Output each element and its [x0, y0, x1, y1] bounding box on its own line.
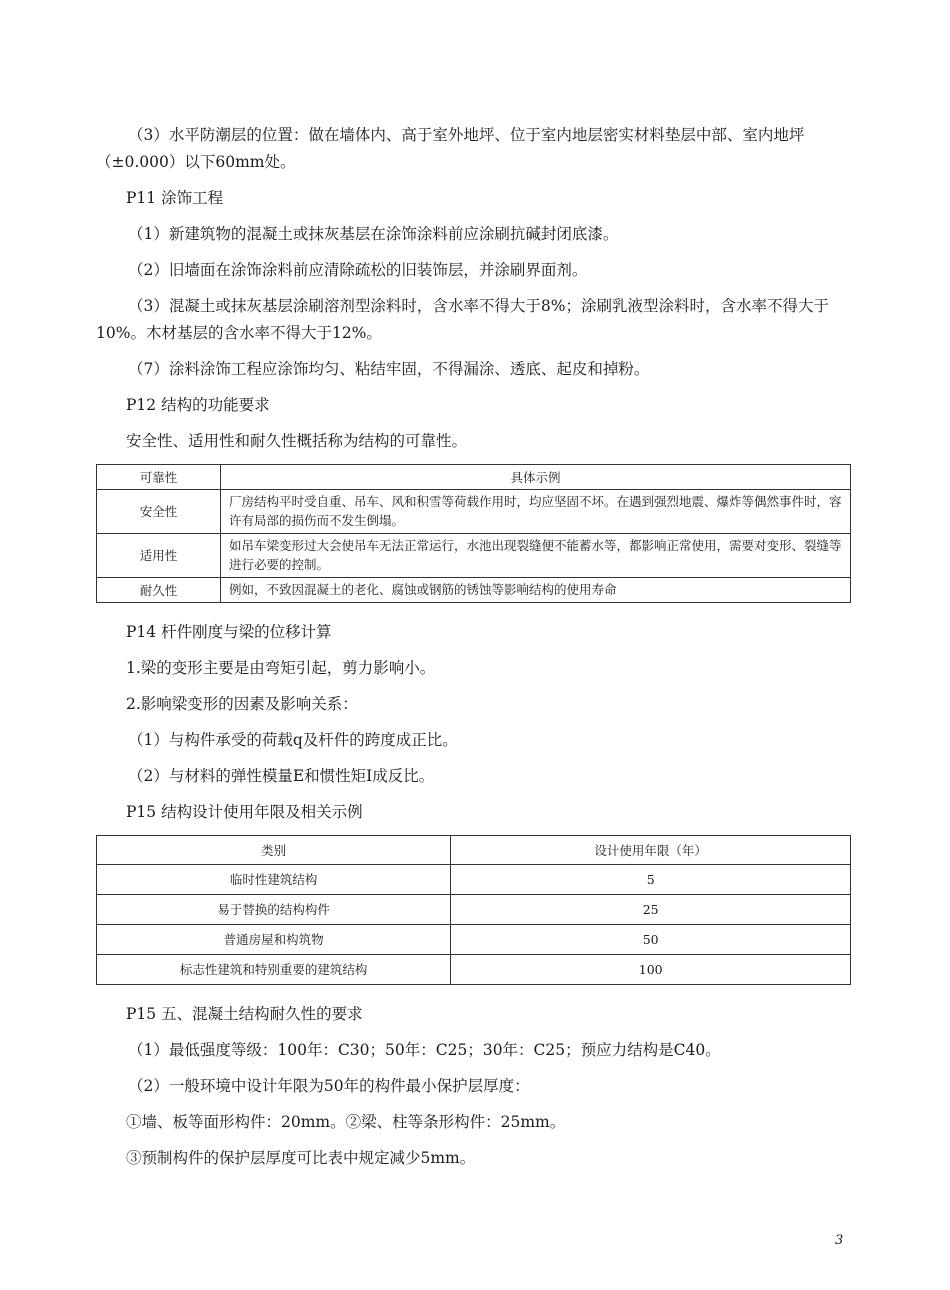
paragraph: 安全性、适用性和耐久性概括称为结构的可靠性。	[126, 432, 468, 450]
table-header-cell: 类别	[97, 836, 451, 865]
table-cell: 50	[451, 925, 851, 955]
table-row	[97, 895, 851, 925]
paragraph: （3）混凝土或抹灰基层涂刷溶剂型涂料时，含水率不得大于8%；涂刷乳液型涂料时，含水率不得大于10%。木材基层的含水率不得大于12%。	[96, 297, 829, 342]
table-cell: 易于替换的结构构件	[97, 895, 451, 925]
table-row	[97, 925, 851, 955]
paragraph: P15 五、混凝土结构耐久性的要求	[126, 1005, 363, 1023]
paragraph: P15 结构设计使用年限及相关示例	[126, 803, 363, 821]
table-row	[97, 534, 851, 578]
reliability-table	[96, 464, 851, 603]
paragraph: （2）一般环境中设计年限为50年的构件最小保护层厚度：	[128, 1077, 530, 1095]
table-key-cell: 耐久性	[97, 578, 221, 603]
paragraph: （1）最低强度等级：100年：C30；50年：C25；30年：C25；预应力结构是C40。	[128, 1041, 721, 1059]
table-value-cell: 例如，不致因混凝土的老化、腐蚀或钢筋的锈蚀等影响结构的使用寿命	[221, 578, 851, 603]
paragraph: （3）水平防潮层的位置：做在墙体内、高于室外地坪、位于室内地层密实材料垫层中部、室内地坪（±0.000）以下60mm处。	[96, 126, 805, 171]
paragraph: （1）与构件承受的荷载q及杆件的跨度成正比。	[128, 731, 458, 749]
table-header-row	[97, 465, 851, 490]
table-value-cell: 如吊车梁变形过大会使吊车无法正常运行，水池出现裂缝便不能蓄水等，都影响正常使用，需要对变形、裂缝等进行必要的控制。	[221, 534, 851, 578]
service-life-table	[96, 835, 851, 985]
paragraph: （2）与材料的弹性模量E和惯性矩I成反比。	[128, 767, 435, 785]
table-row	[97, 490, 851, 534]
paragraph: P12 结构的功能要求	[126, 396, 270, 414]
paragraph: （2）旧墙面在涂饰涂料前应清除疏松的旧装饰层，并涂刷界面剂。	[128, 261, 588, 279]
table-key-cell: 适用性	[97, 534, 221, 578]
paragraph: ③预制构件的保护层厚度可比表中规定减少5mm。	[126, 1149, 476, 1167]
section-bottom	[96, 1001, 851, 1172]
paragraph: （1）新建筑物的混凝土或抹灰基层在涂饰涂料前应涂刷抗碱封闭底漆。	[128, 225, 619, 243]
section-top	[96, 122, 851, 455]
paragraph: ①墙、板等面形构件：20mm。②梁、柱等条形构件：25mm。	[126, 1113, 566, 1131]
table-row	[97, 578, 851, 603]
table-value-cell: 厂房结构平时受自重、吊车、风和积雪等荷载作用时，均应坚固不坏。在遇到强烈地震、爆炸等偶然事件时，容许有局部的损伤而不发生倒塌。	[221, 490, 851, 534]
paragraph: 1.梁的变形主要是由弯矩引起，剪力影响小。	[126, 659, 436, 677]
table-row	[97, 955, 851, 985]
table-cell: 临时性建筑结构	[97, 865, 451, 895]
table-header-cell: 可靠性	[97, 465, 221, 490]
table-header-cell: 具体示例	[221, 465, 851, 490]
section-middle	[96, 619, 851, 826]
table-header-cell: 设计使用年限（年）	[451, 836, 851, 865]
paragraph: P11 涂饰工程	[126, 189, 224, 207]
paragraph: P14 杆件刚度与梁的位移计算	[126, 623, 332, 641]
paragraph: 2.影响梁变形的因素及影响关系：	[126, 695, 358, 713]
page-number: 3	[835, 1233, 844, 1248]
table-cell: 标志性建筑和特别重要的建筑结构	[97, 955, 451, 985]
table-cell: 5	[451, 865, 851, 895]
paragraph: （7）涂料涂饰工程应涂饰均匀、粘结牢固，不得漏涂、透底、起皮和掉粉。	[128, 360, 650, 378]
table-cell: 25	[451, 895, 851, 925]
table-key-cell: 安全性	[97, 490, 221, 534]
page-content	[96, 122, 851, 1181]
table-cell: 普通房屋和构筑物	[97, 925, 451, 955]
table-row	[97, 865, 851, 895]
table-cell: 100	[451, 955, 851, 985]
table-header-row	[97, 836, 851, 865]
